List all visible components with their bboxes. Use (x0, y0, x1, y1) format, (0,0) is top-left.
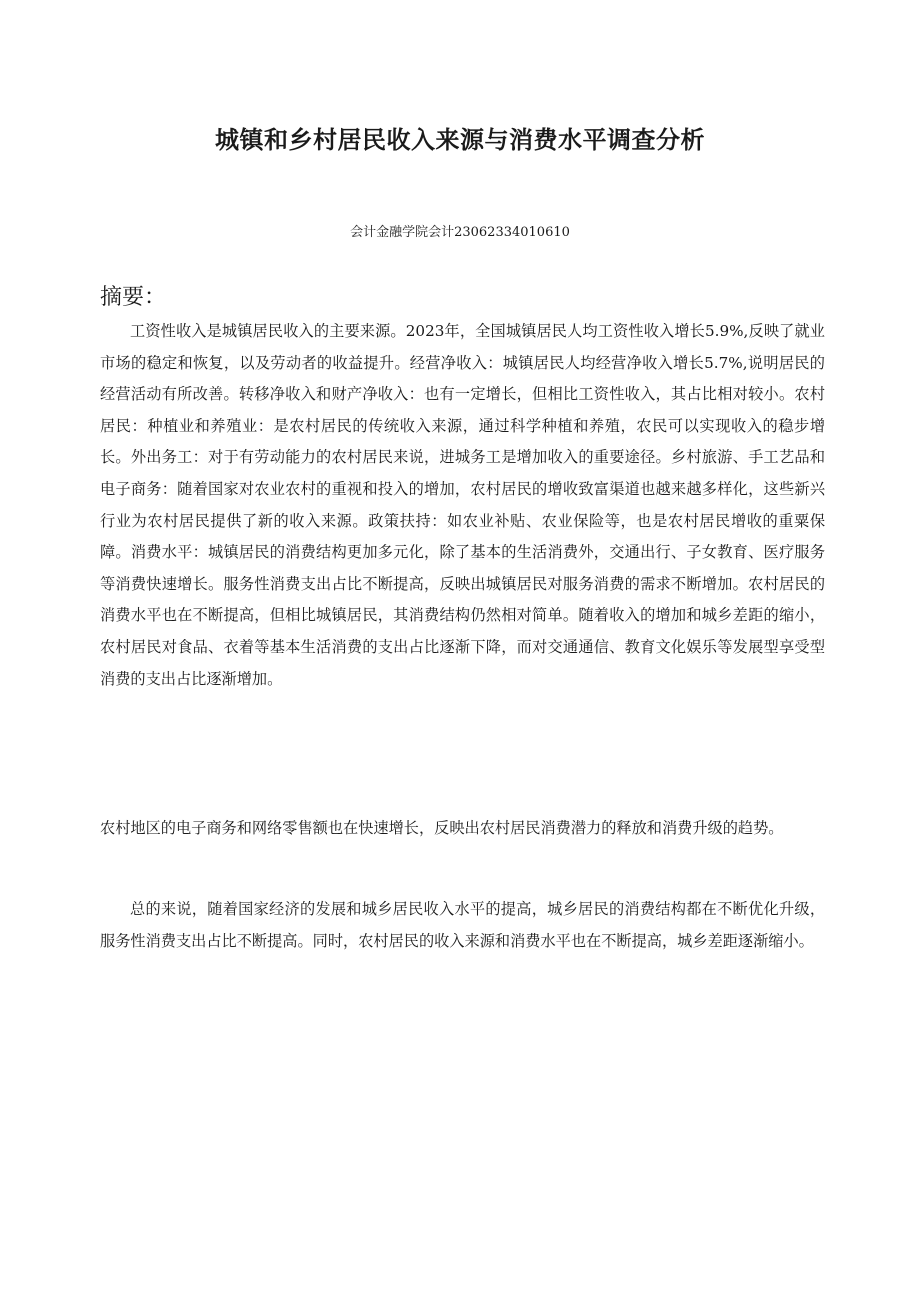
abstract-heading: 摘要： (100, 285, 167, 310)
document-title: 城镇和乡村居民收入来源与消费水平调查分析 (215, 126, 705, 154)
author-line: 会计金融学院会计23062334010610 (350, 225, 570, 240)
abstract-paragraph: 工资性收入是城镇居民收入的主要来源。2023年，全国城镇居民人均工资性收入增长5.9%,反映了就业市场的稳定和恢复，以及劳动者的收益提升。经营净收入：城镇居民人均经营净收入增长5.7%,说明居民的经营活动有所改善。转移净收入和财产净收入：也有一定增长，但相比工资性收入，其占比相对较小。农村居民：种植业和养殖业：是农村居民的传统收入来源，通过科学种植和养殖，农民可以实现收入的稳步增长。外出务工：对于有劳动能力的农村居民来说，进城务工是增加收入的重要途径。乡村旅游、手工艺品和电子商务：随着国家对农业农村的重视和投入的增加，农村居民的增收致富渠道也越来越多样化，这些新兴行业为农村居民提供了新的收入来源。政策扶持：如农业补贴、农业保险等，也是农村居民增收的重粟保障。消费水平：城镇居民的消费结构更加多元化，除了基本的生活消费外，交通出行、子女教育、医疗服务等消费快速增长。服务性消费支出占比不断提高，反映出城镇居民对服务消费的需求不断增加。农村居民的消费水平也在不断提高，但相比城镇居民，其消费结构仍然相对简单。随着收入的增加和城乡差距的缩小，农村居民对食品、衣着等基本生活消费的支出占比逐渐下降，而对交通通信、教育文化娱乐等发展型享受型消费的支出占比逐渐增加。 (100, 322, 825, 688)
ecommerce-paragraph: 农村地区的电子商务和网络零售额也在快速增长，反映出农村居民消费潜力的释放和消费升级的趋势。 (100, 819, 784, 837)
conclusion-paragraph: 总的来说，随着国家经济的发展和城乡居民收入水平的提高，城乡居民的消费结构都在不断优化升级，服务性消费支出占比不断提高。同时，农村居民的收入来源和消费水平也在不断提高，城乡差距逐渐缩小。 (100, 900, 825, 950)
